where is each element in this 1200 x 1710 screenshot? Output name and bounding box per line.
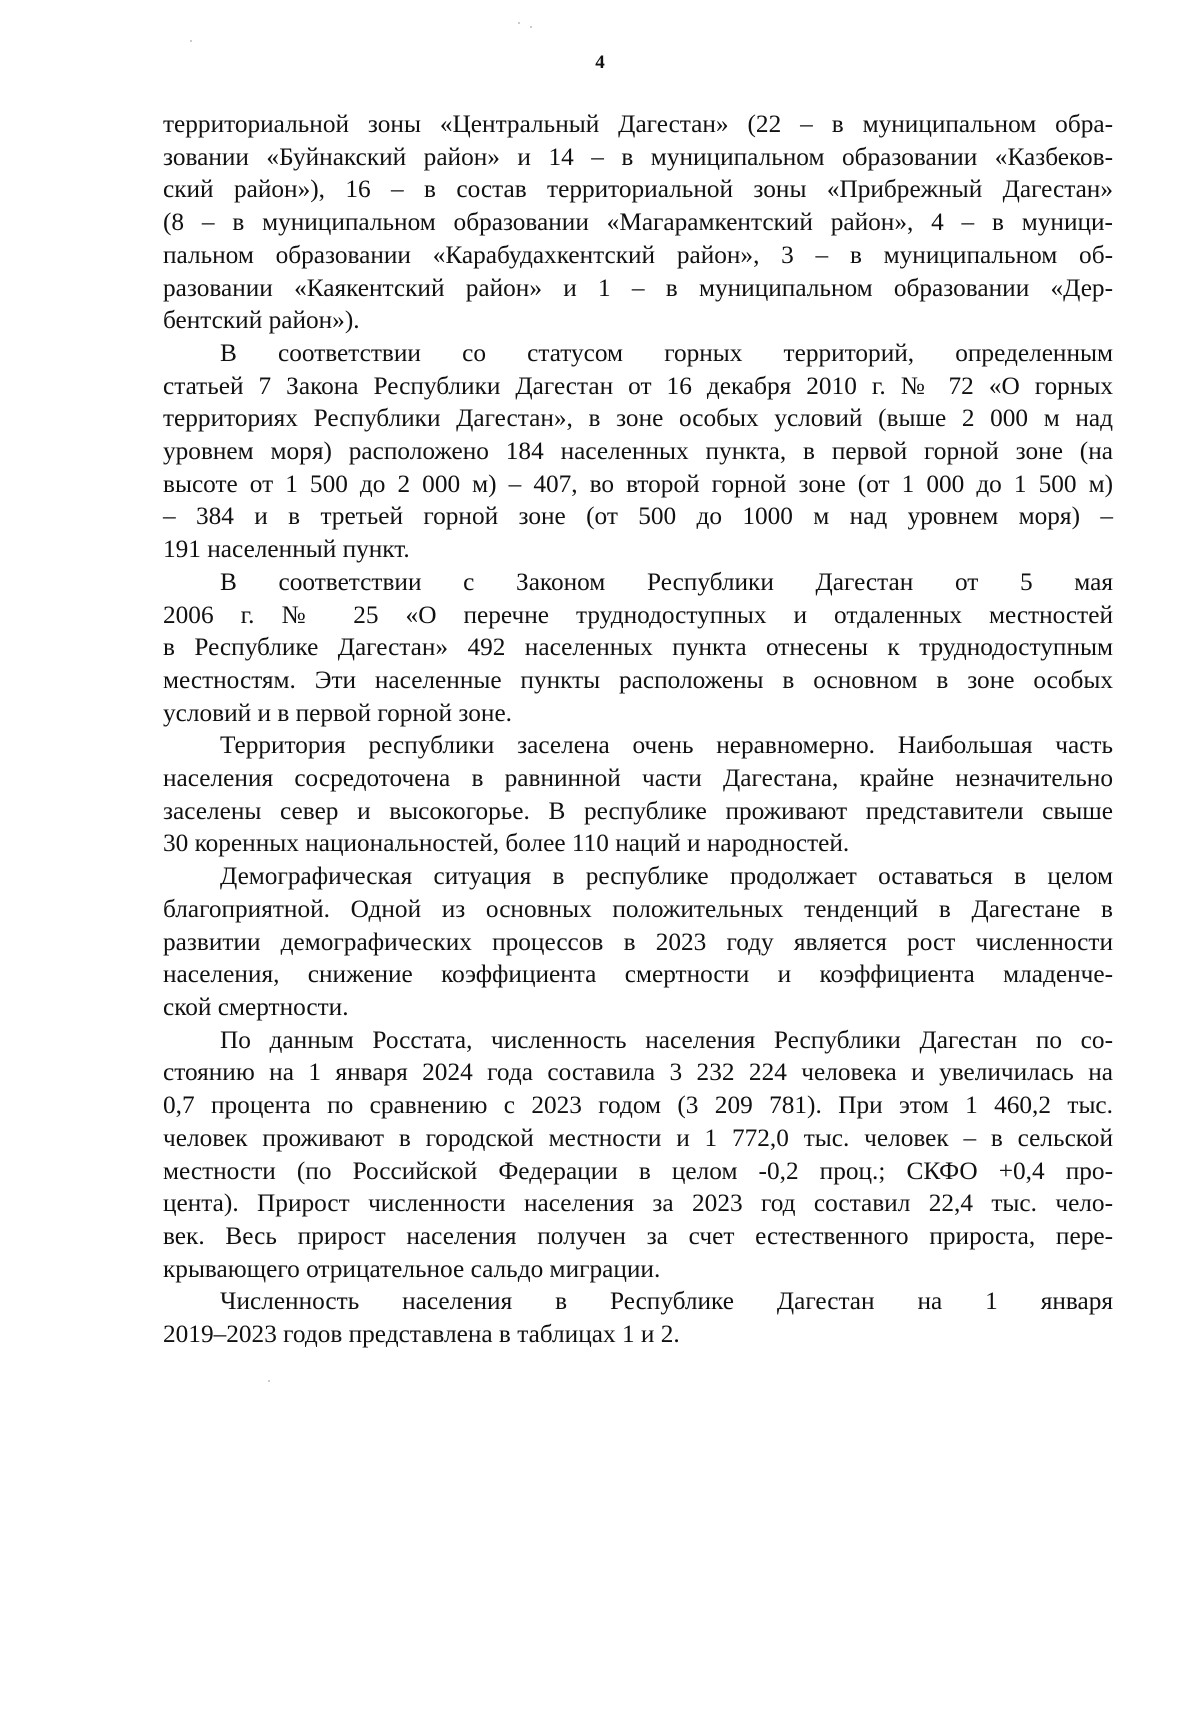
text-line: уровнем моря) расположено 184 населенных пункта, в первой горной зоне (на (163, 437, 1113, 466)
text-line: Территория республики заселена очень неравномерно. Наибольшая часть (220, 731, 1113, 760)
paragraph (163, 337, 1113, 566)
text-line: благоприятной. Одной из основных положительных тенденций в Дагестане в (163, 894, 1113, 923)
text-line: высоте от 1 500 до 2 000 м) – 407, во второй горной зоне (от 1 000 до 1 500 м) (163, 469, 1113, 498)
text-line: в Республике Дагестан» 492 населенных пункта отнесены к труднодоступным (163, 633, 1113, 662)
text-line: век. Весь прирост населения получен за счет естественного прироста, пере- (163, 1221, 1113, 1250)
text-line: зовании «Буйнакский район» и 14 – в муниципальном образовании «Казбеков- (163, 142, 1113, 171)
paragraph (163, 860, 1113, 1024)
text-line: заселены север и высокогорье. В республике проживают представители свыше (163, 796, 1113, 825)
text-line: 2019–2023 годов представлена в таблицах 1 и 2. (163, 1320, 680, 1349)
text-line: человек проживают в городской местности и 1 772,0 тыс. человек – в сельской (163, 1123, 1113, 1152)
text-line: пальном образовании «Карабудахкентский район», 3 – в муниципальном об- (163, 240, 1113, 269)
text-line: 191 населенный пункт. (163, 535, 410, 564)
scan-speck (518, 22, 520, 24)
text-line: местностям. Эти населенные пункты расположены в основном в зоне особых (163, 665, 1113, 694)
text-line: В соответствии со статусом горных территорий, определенным (220, 338, 1113, 367)
text-line: бентский район»). (163, 306, 360, 335)
text-line: 30 коренных национальностей, более 110 наций и народностей. (163, 829, 850, 858)
text-line: Численность населения в Республике Дагестан на 1 января (220, 1287, 1113, 1316)
document-body (163, 108, 1113, 1351)
text-line: – 384 и в третьей горной зоне (от 500 до 1000 м над уровнем моря) – (163, 502, 1113, 531)
text-line: 0,7 процента по сравнению с 2023 годом (3 209 781). При этом 1 460,2 тыс. (163, 1091, 1113, 1120)
text-line: территориальной зоны «Центральный Дагестан» (22 – в муниципальном обра- (163, 110, 1113, 138)
text-line: разовании «Каякентский район» и 1 – в муниципальном образовании «Дер- (163, 273, 1113, 302)
paragraph (163, 729, 1113, 860)
text-line: цента). Прирост численности населения за 2023 год составил 22,4 тыс. чело- (163, 1189, 1113, 1218)
paragraph (163, 566, 1113, 730)
text-line: ской смертности. (163, 992, 349, 1021)
paragraph (163, 1024, 1113, 1286)
text-line: ский район»), 16 – в состав территориальной зоны «Прибрежный Дагестан» (163, 175, 1113, 204)
page-number: 4 (595, 52, 605, 73)
scan-speck (190, 40, 192, 42)
text-line: населения, снижение коэффициента смертности и коэффициента младенче- (163, 960, 1113, 989)
text-line: По данным Росстата, численность населения Республики Дагестан по со- (220, 1025, 1113, 1054)
paragraph (163, 108, 1113, 337)
text-line: территориях Республики Дагестан», в зоне особых условий (выше 2 000 м над (163, 404, 1113, 433)
text-line: Демографическая ситуация в республике продолжает оставаться в целом (220, 862, 1113, 891)
text-line: местности (по Российской Федерации в целом -0,2 проц.; СКФО +0,4 про- (163, 1156, 1113, 1185)
text-line: 2006 г. № 25 «О перечне труднодоступных и отдаленных местностей (163, 600, 1113, 629)
paragraph (163, 1285, 1113, 1350)
text-line: условий и в первой горной зоне. (163, 698, 512, 727)
text-line: статьей 7 Закона Республики Дагестан от 16 декабря 2010 г. № 72 «О горных (163, 371, 1113, 400)
scan-speck (268, 1380, 270, 1382)
text-line: (8 – в муниципальном образовании «Магарамкентский район», 4 – в муници- (163, 208, 1113, 237)
text-line: стоянию на 1 января 2024 года составила 3 232 224 человека и увеличилась на (163, 1058, 1113, 1087)
text-line: развитии демографических процессов в 2023 году является рост численности (163, 927, 1113, 956)
text-line: населения сосредоточена в равнинной части Дагестана, крайне незначительно (163, 764, 1113, 793)
text-line: В соответствии с Законом Республики Дагестан от 5 мая (220, 567, 1113, 596)
text-line: крывающего отрицательное сальдо миграции. (163, 1254, 661, 1283)
scan-speck (530, 26, 532, 28)
